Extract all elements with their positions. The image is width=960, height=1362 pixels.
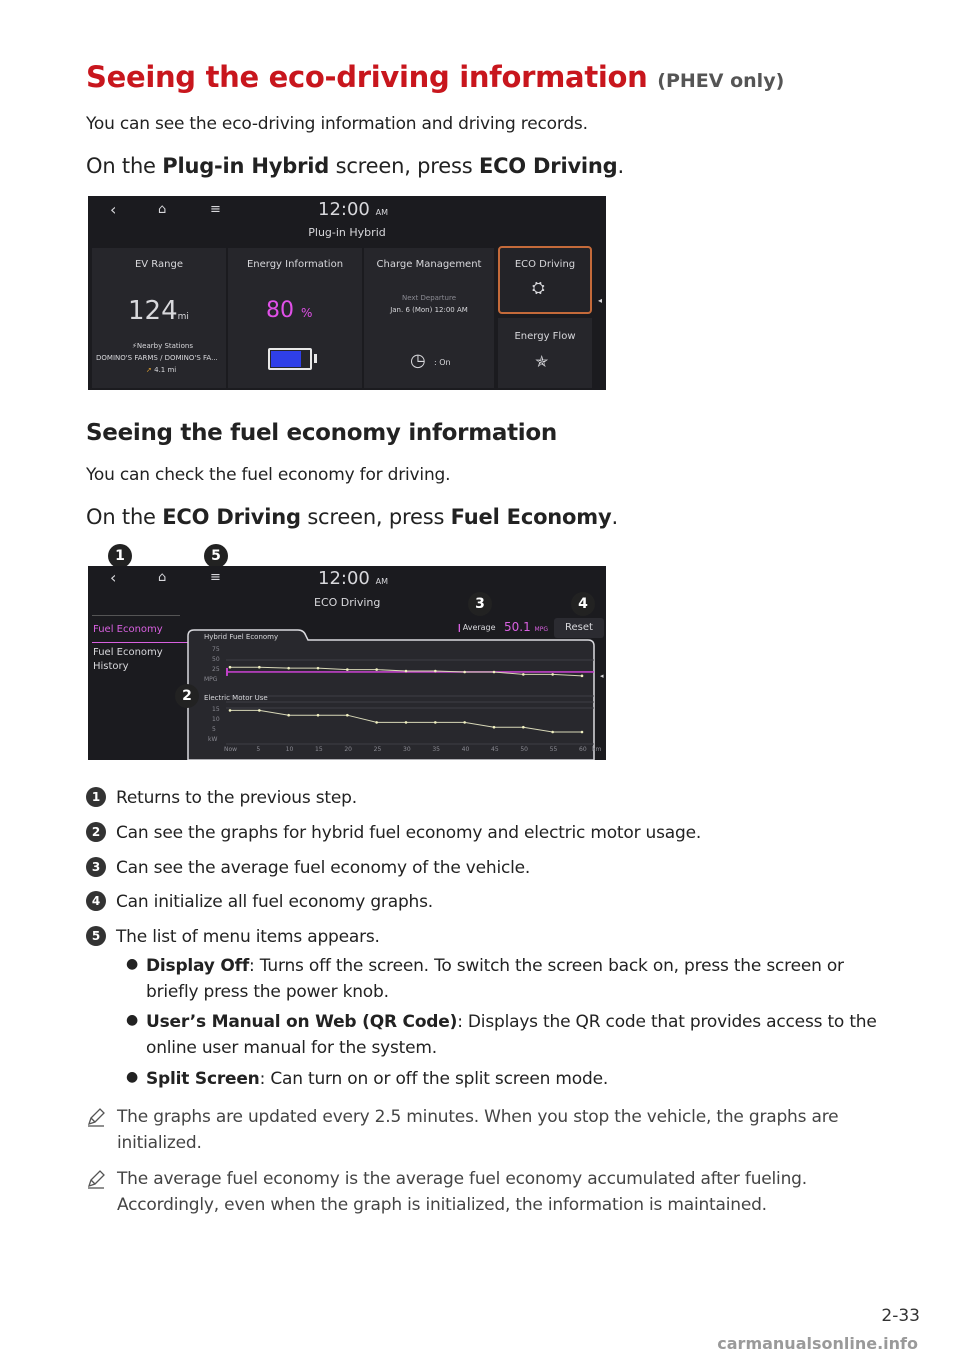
watermark: carmanualsonline.info	[717, 1334, 918, 1353]
callout-4: 4	[571, 592, 595, 616]
menu-fuel-economy-history[interactable]: Fuel Economy History	[93, 647, 163, 672]
electric-motor-use-point	[375, 721, 378, 724]
eco-driving-screen	[88, 566, 606, 760]
back-icon[interactable]: ‹	[110, 200, 117, 219]
list-item: 1 Returns to the previous step.	[86, 787, 357, 808]
electric-motor-use-point	[551, 731, 554, 734]
x-tick-label: 25	[373, 746, 382, 753]
charge-timer-icon: ◷	[410, 350, 426, 371]
x-tick-label: 60	[579, 746, 587, 753]
electric-motor-use-point	[463, 721, 466, 724]
range-value: 124mi	[128, 296, 189, 326]
tick-5: 5	[212, 726, 216, 733]
energy-flow-icon: ✯	[535, 352, 549, 371]
instruction-1: On the Plug-in Hybrid screen, press ECO Driving.	[86, 154, 624, 178]
list-item: 3 Can see the average fuel economy of the vehicle.	[86, 857, 530, 878]
average-label: ❙Average	[456, 623, 496, 632]
tick-75: 75	[212, 646, 220, 653]
instruction-2: On the ECO Driving screen, press Fuel Economy.	[86, 505, 618, 529]
callout-5: 5	[204, 544, 228, 568]
tick-10: 10	[212, 716, 220, 723]
charge-management-tile[interactable]: Charge Management Next Departure Jan. 6 (Mon) 12:00 AM ◷ : On	[364, 248, 494, 388]
electric-motor-use-point	[346, 714, 349, 717]
hybrid-fuel-economy-point	[522, 673, 525, 676]
callout-3: 3	[468, 592, 492, 616]
hybrid-fuel-economy-point	[287, 667, 290, 670]
x-tick-label: 15	[315, 746, 323, 753]
unit-km: km	[592, 746, 602, 753]
electric-motor-use-point	[405, 721, 408, 724]
pencil-icon	[86, 1107, 106, 1127]
electric-motor-use-point	[258, 709, 261, 712]
reset-button[interactable]: Reset	[554, 618, 604, 638]
menu-icon[interactable]: ≡	[210, 202, 221, 217]
battery-percent: 80 %	[266, 298, 313, 323]
electric-motor-use-point	[522, 726, 525, 729]
x-tick-label: 55	[549, 746, 558, 753]
unit-kw: kW	[208, 736, 218, 743]
x-tick-label: 5	[256, 746, 261, 753]
energy-flow-tile[interactable]: Energy Flow ✯	[498, 318, 592, 388]
hybrid-fuel-economy-point	[317, 667, 320, 670]
title-suffix: (PHEV only)	[657, 70, 785, 92]
hybrid-fuel-economy-point	[258, 666, 261, 669]
section-intro: You can check the fuel economy for driving.	[86, 465, 451, 485]
hybrid-fuel-economy-point	[493, 671, 496, 674]
x-tick-label: 20	[344, 746, 352, 753]
scroll-indicator: ◂	[600, 672, 604, 680]
hybrid-fuel-economy-point	[551, 673, 554, 676]
electric-motor-use-point	[229, 709, 232, 712]
electric-motor-use-title: Electric Motor Use	[204, 694, 268, 702]
eco-driving-tile[interactable]: ECO Driving ⛭	[498, 246, 592, 314]
hybrid-fuel-economy-point	[581, 675, 584, 678]
menu-fuel-economy[interactable]: Fuel Economy	[93, 624, 163, 635]
clock: 12:00 AM	[318, 568, 388, 589]
electric-motor-use-point	[493, 726, 496, 729]
scroll-indicator: ◂	[598, 296, 603, 305]
average-value: 50.1 MPG	[504, 620, 548, 634]
electric-motor-use-point	[317, 714, 320, 717]
list-item: 2 Can see the graphs for hybrid fuel economy and electric motor usage.	[86, 822, 701, 843]
x-tick-label: 40	[461, 746, 470, 753]
unit-mpg: MPG	[204, 676, 218, 683]
energy-information-tile[interactable]: Energy Information 80 %	[228, 248, 362, 388]
home-icon[interactable]: ⌂	[158, 202, 167, 217]
hybrid-fuel-economy-point	[346, 668, 349, 671]
callout-2: 2	[175, 684, 199, 708]
page-title: Seeing the eco-driving information (PHEV only)	[86, 60, 785, 94]
clock: 12:00 AM	[318, 199, 388, 220]
hybrid-fuel-economy-point	[463, 671, 466, 674]
hybrid-fuel-economy-point	[229, 666, 232, 669]
hybrid-fuel-economy-title: Hybrid Fuel Economy	[204, 633, 279, 641]
section-heading: Seeing the fuel economy information	[86, 420, 557, 446]
hybrid-fuel-economy-point	[405, 670, 408, 673]
menu-icon[interactable]: ≡	[210, 570, 221, 585]
electric-motor-use-point	[287, 714, 290, 717]
hybrid-fuel-economy-point	[375, 668, 378, 671]
list-item: 4 Can initialize all fuel economy graphs.	[86, 891, 433, 912]
battery-icon	[268, 348, 312, 370]
intro-text: You can see the eco-driving information and driving records.	[86, 114, 588, 134]
fuel-economy-graphs	[88, 566, 606, 760]
callout-1: 1	[108, 544, 132, 568]
nearby-stations[interactable]: ⚡Nearby Stations	[132, 342, 193, 350]
list-item: 5 The list of menu items appears.	[86, 926, 380, 947]
ev-range-tile[interactable]: EV Range 124mi ⚡Nearby Stations DOMINO'S FARMS / DOMINO'S FA... ➚ 4.1 mi	[92, 248, 226, 388]
tick-15: 15	[212, 706, 220, 713]
x-tick-label: 50	[520, 746, 528, 753]
x-tick-label: 35	[432, 746, 440, 753]
tick-25: 25	[212, 666, 220, 673]
screen-title: Plug-in Hybrid	[308, 226, 386, 239]
electric-motor-use-point	[434, 721, 437, 724]
x-tick-label: 30	[403, 746, 411, 753]
back-icon[interactable]: ‹	[110, 568, 117, 587]
x-tick-label: 10	[285, 746, 294, 753]
home-icon[interactable]: ⌂	[158, 570, 167, 585]
screen-title: ECO Driving	[314, 596, 381, 609]
electric-motor-use-point	[581, 731, 584, 734]
pencil-icon	[86, 1169, 106, 1189]
page-number: 2-33	[881, 1306, 920, 1326]
hybrid-fuel-economy-point	[434, 670, 437, 673]
x-tick-label: Now	[224, 746, 238, 753]
tick-50: 50	[212, 656, 220, 663]
x-tick-label: 45	[491, 746, 499, 753]
plugin-hybrid-screen	[88, 196, 606, 390]
car-gauge-icon: ⛭	[532, 278, 545, 297]
